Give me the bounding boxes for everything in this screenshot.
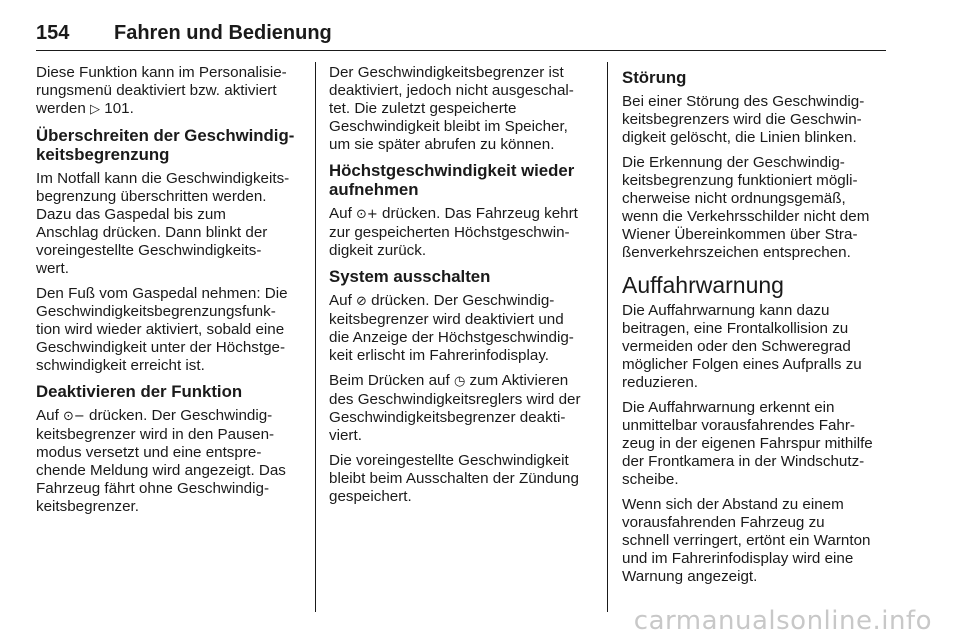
column-1 <box>36 64 300 523</box>
heading-malfunction: Störung <box>622 68 687 87</box>
column-divider-1 <box>315 62 316 612</box>
paragraph-malfunction: Bei einer Störung des Geschwindig- keitsbegrenzers wird die Geschwin- digkeit gelöscht, die Linien blinken. <box>622 93 865 146</box>
heading-resume-speed: Höchstgeschwindigkeit wieder aufnehmen <box>329 161 575 199</box>
paragraph-collision-warning: Wenn sich der Abstand zu einem vorausfahrenden Fahrzeug zu schnell verringert, ertönt ein Warnton und im Fahrerinfodisplay wird eine Warnung angezeigt. <box>622 496 871 585</box>
column-divider-2 <box>607 62 608 612</box>
heading-exceeding-limit: Überschreiten der Geschwindig- keitsbegrenzung <box>36 126 295 164</box>
paragraph-collision-intro: Die Auffahrwarnung kann dazu beitragen, eine Frontalkollision zu vermeiden oder den Schweregrad möglicher Folgen eines Aufpralls zu reduzieren. <box>622 302 862 391</box>
paragraph-collision-detection: Die Auffahrwarnung erkennt ein unmittelbar vorausfahrendes Fahr- zeug in der eigenen Fahrspur mithilfe der Frontkamera in der Windschutz- scheibe. <box>622 399 873 488</box>
resume-plus-icon: ⊙+ <box>356 207 378 222</box>
paragraph-personalization: Diese Funktion kann im Personalisie- rungsmenü deaktiviert bzw. aktiviert werden ▷ 101. <box>36 64 287 117</box>
ref-arrow-icon[interactable]: ▷ <box>90 102 101 117</box>
page-number: 154 <box>36 22 70 44</box>
set-minus-icon: ⊙− <box>63 409 85 424</box>
paragraph-release-pedal: Den Fuß vom Gaspedal nehmen: Die Geschwindigkeitsbegrenzungsfunk- tion wird wieder aktiviert, sobald eine Geschwindigkeit unter der Höchstge- schwindigkeit erreicht ist. <box>36 285 288 374</box>
chapter-title: Fahren und Bedienung <box>114 22 332 44</box>
paragraph-preset-speed: Die voreingestellte Geschwindigkeit bleibt beim Ausschalten der Zündung gespeichert. <box>329 452 579 505</box>
paragraph-deactivate: Auf ⊙− drücken. Der Geschwindig- keitsbegrenzer wird in den Pausen- modus versetzt und eine entspre- chende Meldung wird angezeigt. Das Fahrzeug fährt ohne Geschwindig- keitsbegrenzer. <box>36 407 286 515</box>
heading-switch-off: System ausschalten <box>329 267 491 286</box>
column-2 <box>329 64 593 513</box>
paragraph-sign-recognition: Die Erkennung der Geschwindig- keitsbegrenzung funktioniert mögli- cherweise nicht ordnungsgemäß, wenn die Verkehrsschilder nicht dem Wiener Übereinkommen über Stra- ßenverkehrszeichen entsprechen. <box>622 154 870 261</box>
paragraph-limiter-paused: Der Geschwindigkeitsbegrenzer ist deaktiviert, jedoch nicht ausgeschal- tet. Die zuletzt gespeicherte Geschwindigkeit bleibt im Speicher, um sie später abrufen zu können. <box>329 64 574 153</box>
paragraph-emergency: Im Notfall kann die Geschwindigkeits- begrenzung überschritten werden. Dazu das Gaspedal bis zum Anschlag drücken. Dann blinkt der voreingestellte Geschwindigkeits- wert. <box>36 170 290 277</box>
page-header <box>36 22 886 51</box>
cruise-control-icon: ◷ <box>453 374 466 389</box>
page-reference-link[interactable]: 101. <box>100 100 134 117</box>
paragraph-cruise-activation: Beim Drücken auf ◷ zum Aktivieren des Geschwindigkeitsreglers wird der Geschwindigkeitsbegrenzer deakti- viert. <box>329 372 581 444</box>
heading-deactivate: Deaktivieren der Funktion <box>36 382 243 401</box>
column-3 <box>622 64 888 593</box>
paragraph-switch-off: Auf ⊘ drücken. Der Geschwindig- keitsbegrenzer wird deaktiviert und die Anzeige der Höchstgeschwindig- keit erlischt im Fahrerinfodisplay. <box>329 292 574 364</box>
paragraph-resume: Auf ⊙+ drücken. Das Fahrzeug kehrt zur gespeicherten Höchstgeschwin- digkeit zurück. <box>329 205 578 259</box>
watermark: carmanualsonline.info <box>633 606 932 636</box>
heading-forward-collision-alert: Auffahrwarnung <box>622 272 784 298</box>
limiter-off-icon: ⊘ <box>356 294 367 309</box>
